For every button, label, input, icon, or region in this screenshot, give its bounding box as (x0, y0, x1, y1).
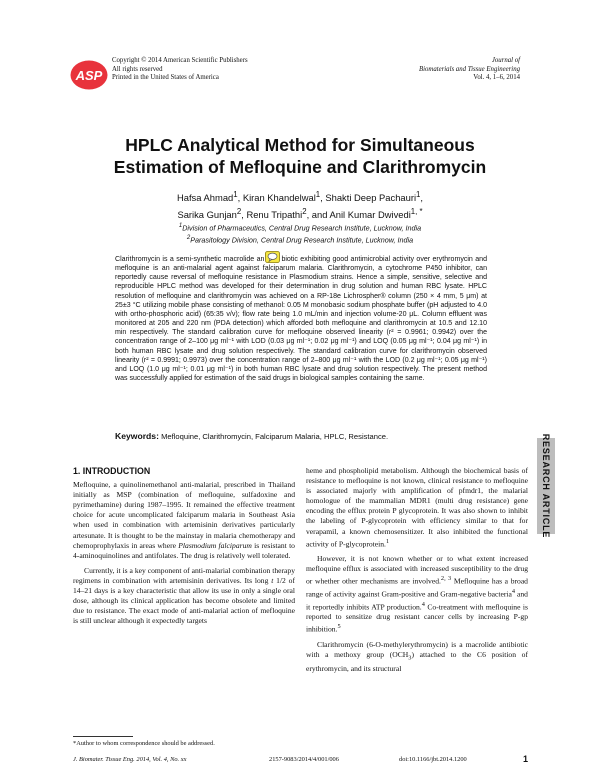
title-line: Estimation of Mefloquine and Clarithromycin (113, 157, 487, 177)
article-type-label: RESEARCH ARTICLE (541, 433, 551, 539)
author-list (60, 188, 540, 221)
comment-annotation-icon[interactable] (265, 251, 280, 263)
keywords-label: Keywords: (115, 431, 159, 441)
citation-link[interactable]: 1 (385, 537, 390, 545)
journal-name-line: Biomaterials and Tissue Engineering (418, 65, 520, 73)
publisher-logo-text: ASP (75, 68, 103, 83)
keywords (115, 431, 495, 441)
symbol: t (271, 575, 274, 585)
author-line (60, 205, 540, 222)
affiliation-text: Division of Pharmaceutics, Central Drug Research Institute, Lucknow, India (182, 223, 422, 233)
keywords-text: Mefloquine, Clarithromycin, Falciparum Malaria, HPLC, Resistance. (161, 432, 389, 441)
abstract-text: biotic exhibiting good antimicrobial activity over erythromycin and mefloquine is an anti-malarial agent against falciparum malaria. Clarithromycin, a cytochrome P450 inhibitor, can reportedly cause reversal of mefloquine resistance in Plasmodium strains. Hence a simple, sensitive, selective and reproducible HPLC method was developed for their determination in drug solution and human RBC lysate. HPLC resolution of mefloquine and clarithromycin was achieved on a RP-18e Lichrospher® column (250 × 4 mm, 5 μm) at 25±3 °C utilizing mobile phase consisting of methanol: 0.05 M monobasic sodium phosphate buffer (pH adjusted to 4.0 with ortho-phosphoric acid) (65:35 v/v); flow rate being 1.0 mL/min and injection volume-20 μL. Column effluent was monitored at 205 and 220 nm (PDA detection) which afforded both mefloquine and clarithromycin at 10.5 and 12.10 min respectively. The standard calibration curve for mefloquine observed linearity (r² = 0.9961; 0.9942) over the concentration range of 2–100 μg ml⁻¹ with LOD (0.03 μg ml⁻¹; 0.02 μg ml⁻¹) and LOQ (0.05 μg ml⁻¹; 0.04 μg ml⁻¹) in both human RBC lysate and drug solution respectively. The standard calibration curve for clarithromycin observed linearity (r² = 0.9991; 0.9973) over the concentration range of 2–800 μg ml⁻¹ with the LOD (0.2 μg ml⁻¹; 0.05 μg ml⁻¹) and LOQ (1.0 μg ml⁻¹; 0.01 μg ml⁻¹) in both human RBC lysate and drug solution respectively. The present method was successfully applied for estimation of the said drugs in biological samples containing the same. (115, 256, 487, 383)
species-name: Plasmodium falciparum (178, 540, 252, 550)
page-header (0, 0, 600, 100)
body-paragraph (73, 566, 295, 627)
abstract (115, 251, 487, 383)
title-line: HPLC Analytical Method for Simultaneous (125, 135, 475, 155)
body-column-right (306, 466, 528, 674)
citation-link[interactable]: 5 (337, 623, 341, 631)
copyright-notice (112, 57, 248, 83)
journal-name-line: Journal of (491, 57, 520, 64)
journal-volume: Vol. 4, 1–6, 2014 (473, 74, 520, 82)
paragraph-text: heme and phospholipid metabolism. Although the biochemical basis of resistance to mefloquine is not known, clinical resistance to mefloquine is associated majorly with amplification of pfmdr1, the malarial homologue of the mammalian MDR1 (multi drug resistance) gene encoding the efflux protein P glycoprotein. It was also shown to inhibit the labeling of P-glycoprotein with efficiency similar to that for verapamil, a known chemosensitizer. It also inhibited the functional activity of P-glycoprotein. (306, 466, 528, 549)
doi-link[interactable]: doi:10.1166/jbt.2014.1200 (399, 756, 467, 763)
abstract-text: Clarithromycin is a semi-synthetic macrolide an (115, 256, 265, 263)
body-column-left (73, 466, 295, 626)
affiliation-mark: 1 (178, 223, 183, 229)
paragraph-text: Mefloquine, a quinolinemethanol anti-malarial, prescribed in Thailand initially as MSP (combination of mefloquine, sulfadoxine and pyrimethamine) during 1987–1995. It remained the effective treatment choice for acute uncomplicated falciparum malaria in Southeast Asia when used in combination with artemisinin derivatives particularly artesunate. It is thought to be the mainstay in malaria chemotherapy and chemoprophylaxis in areas where (73, 480, 295, 550)
body-paragraph (73, 480, 295, 561)
affiliation-mark: 1 (315, 190, 321, 199)
body-paragraph (306, 466, 528, 549)
affiliation-text: Parasitology Division, Central Drug Research Institute, Lucknow, India (190, 235, 414, 245)
body-paragraph (306, 554, 528, 635)
paragraph-text: Currently, it is a key component of anti-malarial combination therapy regimens in combination with artemisinin derivatives. Its long (73, 565, 295, 585)
copyright-line: Printed in the United States of America (112, 74, 219, 82)
copyright-line: Copyright © 2014 American Scientific Publishers (112, 57, 248, 64)
subscript: 3 (408, 654, 412, 662)
paragraph-text: Clarithromycin (6-O-methylerythromycin) is a macrolide antibiotic with a methoxy group (OCH (306, 640, 528, 660)
author-name: Hafsa Ahmad (176, 192, 234, 204)
affiliation (60, 221, 540, 233)
paragraph-text: is resistant to 4-aminoquinolines and antifolates. The drug is relatively well tolerated. (73, 540, 295, 560)
body-paragraph (306, 640, 528, 674)
affiliation-mark: 2 (236, 206, 242, 216)
paragraph-text: ) attached to the C6 position of erythromycin, and its structural (306, 650, 528, 673)
affiliation-mark: 1 (233, 190, 238, 199)
author-name: , Kiran Khandelwal (237, 192, 316, 204)
footnote-divider (73, 736, 133, 737)
separator: , (420, 192, 424, 204)
section-heading: 1. INTRODUCTION (73, 466, 151, 476)
affiliation-mark: 2 (186, 235, 191, 242)
page-footer (73, 754, 528, 766)
issn-code: 2157-9083/2014/4/001/006 (269, 756, 339, 763)
copyright-line: All rights reserved (112, 65, 163, 73)
journal-info (419, 57, 520, 83)
paragraph-text: Mefloquine has a broad range of activity against Gram-positive and Gram-negative bacteria (306, 577, 528, 599)
article-type-tab (537, 433, 555, 539)
paragraph-text: 1/2 of 14–21 days is a key characteristic that allow its use in only a single oral dose, although its clinical application has become obsolete and limited due to resistance. The exact mode of anti-malarial action of mefloquine is still unclear although it expectedly targets (73, 575, 295, 626)
article-title (60, 134, 540, 178)
citation-link[interactable]: 2, 3 (440, 575, 452, 583)
affiliation (60, 233, 540, 245)
publisher-logo (70, 60, 108, 90)
author-name: , and Anil Kumar Dwivedi (306, 208, 411, 220)
paragraph-text: and it reportedly inhibits ATP production. (306, 589, 528, 612)
affiliation-mark: 2 (302, 206, 307, 216)
citation-link[interactable]: 4 (421, 600, 425, 608)
author-name: , Renu Tripathi (241, 208, 303, 220)
page-number: 1 (522, 754, 528, 764)
paragraph-text: However, it is not known whether or to what extent increased mefloquine efflux is associated with increased susceptibility to the drug or whether other mechanisms are involved. (306, 554, 528, 586)
author-line (60, 188, 540, 205)
citation-link[interactable]: 4 (511, 588, 516, 596)
affiliations (60, 221, 540, 246)
footnote: *Author to whom correspondence should be addressed. (73, 740, 215, 747)
affiliation-mark: 1 (416, 190, 421, 199)
journal-citation: J. Biomater. Tissue Eng. 2014, Vol. 4, No. xx (73, 756, 187, 763)
affiliation-mark: 1, * (410, 206, 423, 216)
author-name: Sarika Gunjan (177, 208, 237, 220)
paragraph-text: Co-treatment with mefloquine is reported to sensitize drug resistant cancer cells by increasing P-gp inhibition. (306, 602, 529, 634)
author-name: , Shakti Deep Pachauri (320, 192, 417, 204)
